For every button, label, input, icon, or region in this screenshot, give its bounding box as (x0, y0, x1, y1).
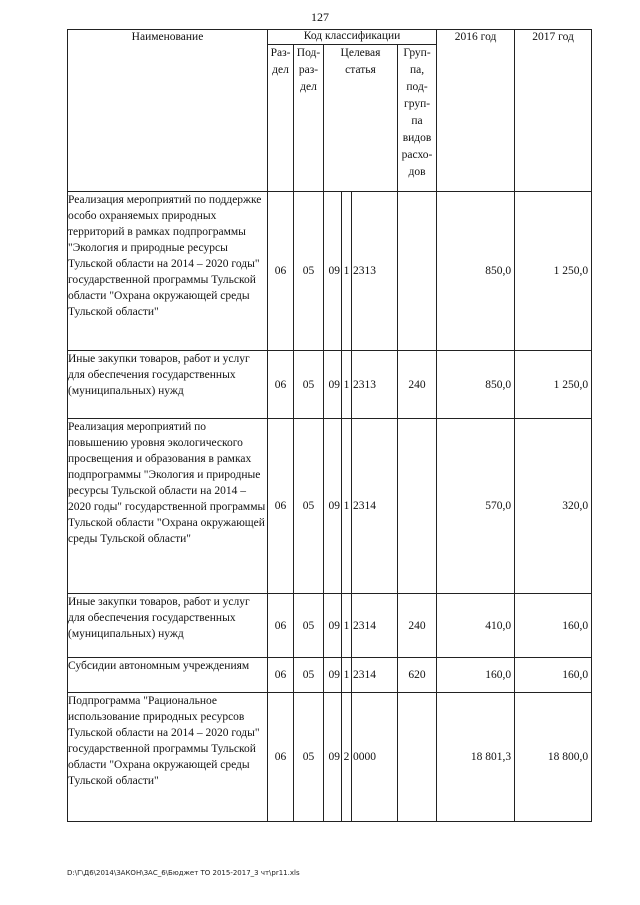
row-target-program: 09 (324, 419, 342, 594)
row-razdel: 06 (268, 658, 294, 693)
row-name: Субсидии автономным учреждениям (68, 658, 268, 693)
row-name: Реализация мероприятий по повышению уровня экологического просвещения и образования в рамках подпрограммы "Экология и природные ресурсы Тульской области на 2014 – 2020 годы" государственной программы Тульской области "Охрана окружающей среды Тульской области" (68, 419, 268, 594)
table-row (68, 658, 592, 693)
row-name: Подпрограмма "Рациональное использование природных ресурсов Тульской области на 2014 – 2020 годы" государственной программы Тульской области "Охрана окружающей среды Тульской области" (68, 693, 268, 822)
row-target-program: 09 (324, 192, 342, 351)
row-amount-2017: 1 250,0 (515, 351, 592, 419)
row-target-subprogram: 1 (342, 658, 352, 693)
row-razdel: 06 (268, 594, 294, 658)
header-year-2017: 2017 год (515, 30, 592, 192)
row-expense-type (398, 192, 437, 351)
row-target-subprogram: 1 (342, 594, 352, 658)
row-expense-type: 620 (398, 658, 437, 693)
header-target-article: Целевая статья (324, 45, 398, 192)
table-row (68, 693, 592, 822)
row-target-direction: 2313 (352, 351, 398, 419)
row-expense-type (398, 693, 437, 822)
row-expense-type (398, 419, 437, 594)
row-target-program: 09 (324, 693, 342, 822)
page-number: 127 (311, 10, 329, 24)
header-expense-type: Груп- па, под- груп- па видов расхо- дов (398, 45, 437, 192)
row-amount-2016: 850,0 (437, 351, 515, 419)
row-target-direction: 2314 (352, 658, 398, 693)
header-name: Наименование (68, 30, 268, 192)
row-razdel: 06 (268, 693, 294, 822)
row-razdel: 06 (268, 419, 294, 594)
row-amount-2016: 410,0 (437, 594, 515, 658)
row-podrazdel: 05 (294, 351, 324, 419)
header-podrazdel: Под- раз- дел (294, 45, 324, 192)
row-expense-type: 240 (398, 594, 437, 658)
row-podrazdel: 05 (294, 658, 324, 693)
row-razdel: 06 (268, 351, 294, 419)
row-target-program: 09 (324, 658, 342, 693)
row-amount-2017: 160,0 (515, 594, 592, 658)
table-row (68, 192, 592, 351)
row-amount-2017: 320,0 (515, 419, 592, 594)
row-target-subprogram: 2 (342, 693, 352, 822)
table-row (68, 594, 592, 658)
file-path-footer: D:\Г\Д6\2014\ЗАКОН\ЗАС_6\Бюджет ТО 2015-2017_3 чт\pr11.xls (67, 869, 300, 877)
row-target-direction: 2313 (352, 192, 398, 351)
row-target-program: 09 (324, 351, 342, 419)
row-name: Иные закупки товаров, работ и услуг для обеспечения государственных (муниципальных) нужд (68, 351, 268, 419)
row-amount-2017: 18 800,0 (515, 693, 592, 822)
row-podrazdel: 05 (294, 419, 324, 594)
table-row (68, 351, 592, 419)
row-amount-2016: 18 801,3 (437, 693, 515, 822)
row-razdel: 06 (268, 192, 294, 351)
row-podrazdel: 05 (294, 192, 324, 351)
row-name: Иные закупки товаров, работ и услуг для обеспечения государственных (муниципальных) нужд (68, 594, 268, 658)
row-amount-2017: 1 250,0 (515, 192, 592, 351)
row-podrazdel: 05 (294, 693, 324, 822)
table-row (68, 419, 592, 594)
row-target-program: 09 (324, 594, 342, 658)
row-target-subprogram: 1 (342, 192, 352, 351)
row-amount-2016: 850,0 (437, 192, 515, 351)
header-year-2016: 2016 год (437, 30, 515, 192)
row-target-direction: 2314 (352, 419, 398, 594)
row-target-direction: 2314 (352, 594, 398, 658)
row-name: Реализация мероприятий по поддержке особо охраняемых природных территорий в рамках подпрограммы "Экология и природные ресурсы Тульской области на 2014 – 2020 годы" государственной программы Тульской области "Охрана окружающей среды Тульской области" (68, 192, 268, 351)
row-amount-2016: 570,0 (437, 419, 515, 594)
budget-table (67, 29, 592, 822)
row-target-direction: 0000 (352, 693, 398, 822)
row-amount-2016: 160,0 (437, 658, 515, 693)
header-razdel: Раз- дел (268, 45, 294, 192)
row-target-subprogram: 1 (342, 351, 352, 419)
row-target-subprogram: 1 (342, 419, 352, 594)
row-podrazdel: 05 (294, 594, 324, 658)
header-code-group: Код классификации (268, 30, 437, 45)
row-expense-type: 240 (398, 351, 437, 419)
row-amount-2017: 160,0 (515, 658, 592, 693)
